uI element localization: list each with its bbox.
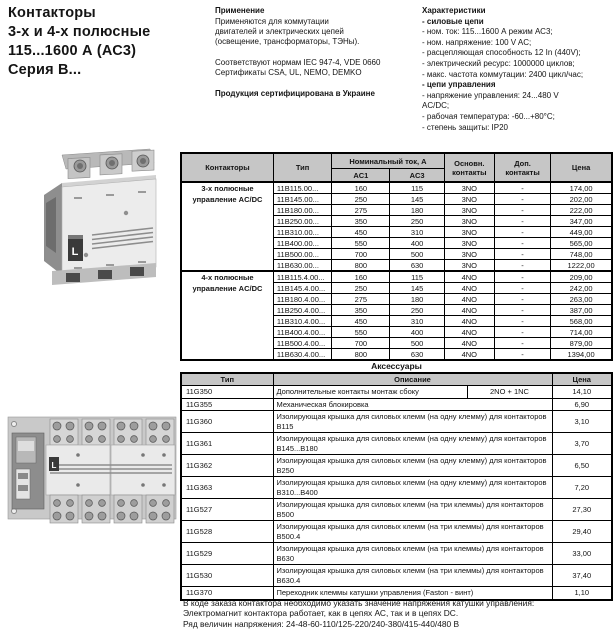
accessory-row <box>181 499 612 521</box>
contactor-row <box>181 182 612 194</box>
accessory-price-cell: 7,20 <box>552 477 612 499</box>
ac1-cell: 275 <box>332 294 390 305</box>
main-contacts-cell: 3NO <box>444 227 494 238</box>
accessory-row <box>181 455 612 477</box>
ac1-cell: 275 <box>332 205 390 216</box>
main-contacts-cell: 4NO <box>444 316 494 327</box>
aux-contacts-cell: - <box>494 271 550 283</box>
price-cell: 387,00 <box>551 305 612 316</box>
aux-contacts-cell: - <box>494 283 550 294</box>
main-contacts-cell: 3NO <box>444 238 494 249</box>
order-note-line-1: В коде заказа контактора необходимо указать значение напряжения катушки управления: <box>183 598 535 608</box>
ac1-cell: 700 <box>332 249 390 260</box>
aux-contacts-cell: - <box>494 216 550 227</box>
ac1-cell: 550 <box>332 327 390 338</box>
aux-contacts-cell: - <box>494 260 550 272</box>
main-contacts-cell: 4NO <box>444 294 494 305</box>
contactors-table <box>180 152 613 361</box>
ac1-cell: 550 <box>332 238 390 249</box>
price-cell: 209,00 <box>551 271 612 283</box>
title-line-3: 115...1600 А (АС3) <box>8 43 137 59</box>
price-cell: 714,00 <box>551 327 612 338</box>
main-contacts-cell: 3NO <box>444 216 494 227</box>
type-cell: 11B500.00... <box>273 249 331 260</box>
type-cell: 11B310.00... <box>273 227 331 238</box>
main-contacts-cell: 4NO <box>444 305 494 316</box>
main-contacts-cell: 4NO <box>444 338 494 349</box>
main-contacts-cell: 4NO <box>444 327 494 338</box>
accessories-table-body <box>181 386 612 600</box>
accessory-row <box>181 521 612 543</box>
ac1-cell: 160 <box>332 271 390 283</box>
accessory-type-cell: 11G527 <box>181 499 273 521</box>
accessory-type-cell: 11G355 <box>181 398 273 411</box>
header-main-contacts: Основн. контакты <box>444 153 494 182</box>
header-nominal-current: Номинальный ток, А <box>332 153 445 169</box>
application-paragraph-2: Соответствуют нормам IEC 947-4, VDE 0660 Сертификаты CSA, UL, NEMO, DEMKO <box>215 58 381 77</box>
characteristic-item: - макс. частота коммутации: 2400 цикл/час; <box>422 69 584 79</box>
ac3-cell: 180 <box>390 205 444 216</box>
accessory-row <box>181 433 612 455</box>
header-aux-contacts: Доп. контакты <box>494 153 550 182</box>
accessory-row <box>181 411 612 433</box>
price-cell: 879,00 <box>551 338 612 349</box>
acc-header-price: Цена <box>552 373 612 386</box>
accessory-description-cell: Дополнительные контакты монтаж сбоку 2NO + 1NC <box>273 386 552 399</box>
price-cell: 1394,00 <box>551 349 612 361</box>
accessory-type-cell: 11G530 <box>181 565 273 587</box>
acc-header-type: Тип <box>181 373 273 386</box>
header-contactors: Контакторы <box>181 153 273 182</box>
type-cell: 11B145.4.00... <box>273 283 331 294</box>
main-contacts-cell: 4NO <box>444 271 494 283</box>
contactors-table-header <box>181 153 612 182</box>
main-contacts-cell: 3NO <box>444 182 494 194</box>
price-cell: 347,00 <box>551 216 612 227</box>
ac1-cell: 350 <box>332 216 390 227</box>
characteristics-heading: Характеристики <box>422 6 486 15</box>
aux-contacts-cell: - <box>494 294 550 305</box>
accessories-table-header <box>181 373 612 386</box>
section-label: 3-х полюсные управление AC/DC <box>181 182 273 271</box>
price-cell: 174,00 <box>551 182 612 194</box>
characteristic-item: - расцепляющая способность 12 In (440V); <box>422 48 581 58</box>
certification-note: Продукция сертифицирована в Украине <box>215 89 375 98</box>
page-title <box>8 4 193 80</box>
ac3-cell: 310 <box>390 227 444 238</box>
accessory-description-cell: Изолирующая крышка для силовых клемм (на три клеммы) для контакторов В500 <box>273 499 552 521</box>
price-cell: 1222,00 <box>551 260 612 272</box>
accessories-title: Аксессуары <box>371 361 422 371</box>
ac3-cell: 180 <box>390 294 444 305</box>
ac3-cell: 400 <box>390 238 444 249</box>
main-contacts-cell: 4NO <box>444 283 494 294</box>
ac1-cell: 450 <box>332 316 390 327</box>
accessory-price-cell: 14,10 <box>552 386 612 399</box>
accessory-row <box>181 398 612 411</box>
ac3-cell: 145 <box>390 283 444 294</box>
ac1-cell: 700 <box>332 338 390 349</box>
accessory-type-cell: 11G529 <box>181 543 273 565</box>
accessory-description-cell: Изолирующая крышка для силовых клемм (на одну клемму) для контакторов В115 <box>273 411 552 433</box>
accessory-description-cell: Механическая блокировка <box>273 398 552 411</box>
ac3-cell: 250 <box>390 216 444 227</box>
main-contacts-cell: 3NO <box>444 205 494 216</box>
accessory-row <box>181 386 612 399</box>
characteristic-item: - силовые цепи <box>422 16 484 26</box>
aux-contacts-cell: - <box>494 305 550 316</box>
aux-contacts-cell: - <box>494 205 550 216</box>
ac3-cell: 310 <box>390 316 444 327</box>
accessory-row <box>181 477 612 499</box>
accessory-row <box>181 543 612 565</box>
contactor-4pole-photo <box>4 399 180 537</box>
accessory-contacts-cell: 2NO + 1NC <box>467 386 552 398</box>
aux-contacts-cell: - <box>494 194 550 205</box>
accessory-type-cell: 11G350 <box>181 386 273 399</box>
type-cell: 11B250.00... <box>273 216 331 227</box>
main-contacts-cell: 3NO <box>444 194 494 205</box>
ac1-cell: 800 <box>332 260 390 272</box>
ac1-cell: 350 <box>332 305 390 316</box>
ac1-cell: 800 <box>332 349 390 361</box>
accessory-description-cell: Переходник клеммы катушки управления (Faston - винт) <box>273 587 552 600</box>
accessory-type-cell: 11G361 <box>181 433 273 455</box>
characteristic-item: - электрический ресурс: 1000000 циклов; <box>422 58 575 68</box>
accessories-table <box>180 372 613 601</box>
type-cell: 11B250.4.00... <box>273 305 331 316</box>
main-contacts-cell: 3NO <box>444 260 494 272</box>
main-contacts-cell: 4NO <box>444 349 494 361</box>
header-ac1: AC1 <box>332 169 390 183</box>
application-paragraph-1: Применяются для коммутации двигателей и электрических цепей (освещение, трансформаторы, ТЭНы). <box>215 17 360 46</box>
characteristic-item: - рабочая температура: -60...+80°C; <box>422 111 555 121</box>
order-code-note <box>183 598 613 629</box>
ac3-cell: 115 <box>390 182 444 194</box>
type-cell: 11B400.00... <box>273 238 331 249</box>
accessory-price-cell: 27,30 <box>552 499 612 521</box>
ac3-cell: 400 <box>390 327 444 338</box>
main-table-body <box>181 182 612 360</box>
accessory-price-cell: 37,40 <box>552 565 612 587</box>
characteristic-item: AC/DC; <box>422 101 450 111</box>
accessory-row <box>181 565 612 587</box>
accessory-price-cell: 29,40 <box>552 521 612 543</box>
price-cell: 449,00 <box>551 227 612 238</box>
ac1-cell: 250 <box>332 283 390 294</box>
aux-contacts-cell: - <box>494 182 550 194</box>
price-cell: 263,00 <box>551 294 612 305</box>
title-line-1: Контакторы <box>8 5 96 21</box>
aux-contacts-cell: - <box>494 238 550 249</box>
title-line-4: Серия В... <box>8 62 82 78</box>
header-price: Цена <box>551 153 612 182</box>
title-line-2: 3-х и 4-х полюсные <box>8 24 151 40</box>
characteristic-item: - степень защиты: IP20 <box>422 122 508 132</box>
order-note-line-2: Электромагнит контактора работает, как в цепях АС, так и в цепях DC. <box>183 608 459 619</box>
ac3-cell: 115 <box>390 271 444 283</box>
accessory-description-cell: Изолирующая крышка для силовых клемм (на одну клемму) для контакторов В145...В180 <box>273 433 552 455</box>
accessory-description-cell: Изолирующая крышка для силовых клемм (на одну клемму) для контакторов В310...В400 <box>273 477 552 499</box>
type-cell: 11B630.00... <box>273 260 331 272</box>
accessory-description-cell: Изолирующая крышка для силовых клемм (на одну клемму) для контакторов В250 <box>273 455 552 477</box>
accessory-price-cell: 6,90 <box>552 398 612 411</box>
svg-text:L: L <box>71 246 79 258</box>
price-cell: 748,00 <box>551 249 612 260</box>
accessory-description-cell: Изолирующая крышка для силовых клемм (на три клеммы) для контакторов В630 <box>273 543 552 565</box>
svg-text:L: L <box>51 461 57 470</box>
price-cell: 222,00 <box>551 205 612 216</box>
type-cell: 11B630.4.00... <box>273 349 331 361</box>
accessory-price-cell: 3,70 <box>552 433 612 455</box>
accessory-description-cell: Изолирующая крышка для силовых клемм (на три клеммы) для контакторов В630.4 <box>273 565 552 587</box>
ac3-cell: 500 <box>390 338 444 349</box>
order-note-line-3: Ряд величин напряжения: 24-48-60-110/125-220/240-380/415-440/480 В <box>183 618 460 629</box>
accessory-type-cell: 11G528 <box>181 521 273 543</box>
aux-contacts-cell: - <box>494 316 550 327</box>
header-ac3: AC3 <box>390 169 444 183</box>
accessory-price-cell: 6,50 <box>552 455 612 477</box>
price-cell: 202,00 <box>551 194 612 205</box>
accessory-price-cell: 3,10 <box>552 411 612 433</box>
characteristic-item: - ном. напряжение: 100 V AC; <box>422 37 532 47</box>
ac1-cell: 450 <box>332 227 390 238</box>
contactor-row <box>181 271 612 283</box>
acc-header-description: Описание <box>273 373 552 386</box>
accessory-type-cell: 11G362 <box>181 455 273 477</box>
characteristic-item: - напряжение управления: 24...480 V <box>422 90 559 100</box>
ac3-cell: 630 <box>390 260 444 272</box>
type-cell: 11B145.00... <box>273 194 331 205</box>
header-type: Тип <box>273 153 331 182</box>
application-section <box>215 6 420 99</box>
ac3-cell: 145 <box>390 194 444 205</box>
type-cell: 11B500.4.00... <box>273 338 331 349</box>
characteristic-item: - ном. ток: 115...1600 А режим АС3; <box>422 27 553 37</box>
characteristic-item: - цепи управления <box>422 80 496 90</box>
ac1-cell: 250 <box>332 194 390 205</box>
accessory-description-cell: Изолирующая крышка для силовых клемм (на три клеммы) для контакторов В500.4 <box>273 521 552 543</box>
contactor-3pole-photo <box>22 143 172 291</box>
type-cell: 11B115.00... <box>273 182 331 194</box>
price-cell: 242,00 <box>551 283 612 294</box>
section-label: 4-х полюсные управление AC/DC <box>181 271 273 360</box>
aux-contacts-cell: - <box>494 327 550 338</box>
application-heading: Применение <box>215 6 265 15</box>
accessory-type-cell: 11G360 <box>181 411 273 433</box>
characteristics-list <box>422 17 614 134</box>
price-cell: 568,00 <box>551 316 612 327</box>
type-cell: 11B180.00... <box>273 205 331 216</box>
type-cell: 11B180.4.00... <box>273 294 331 305</box>
price-cell: 565,00 <box>551 238 612 249</box>
type-cell: 11B400.4.00... <box>273 327 331 338</box>
ac1-cell: 160 <box>332 182 390 194</box>
accessory-price-cell: 1,10 <box>552 587 612 600</box>
type-cell: 11B115.4.00... <box>273 271 331 283</box>
aux-contacts-cell: - <box>494 227 550 238</box>
characteristics-section <box>422 6 614 133</box>
aux-contacts-cell: - <box>494 349 550 361</box>
aux-contacts-cell: - <box>494 249 550 260</box>
ac3-cell: 500 <box>390 249 444 260</box>
accessory-type-cell: 11G370 <box>181 587 273 600</box>
ac3-cell: 250 <box>390 305 444 316</box>
aux-contacts-cell: - <box>494 338 550 349</box>
ac3-cell: 630 <box>390 349 444 361</box>
type-cell: 11B310.4.00... <box>273 316 331 327</box>
accessory-type-cell: 11G363 <box>181 477 273 499</box>
accessory-price-cell: 33,00 <box>552 543 612 565</box>
main-contacts-cell: 3NO <box>444 249 494 260</box>
